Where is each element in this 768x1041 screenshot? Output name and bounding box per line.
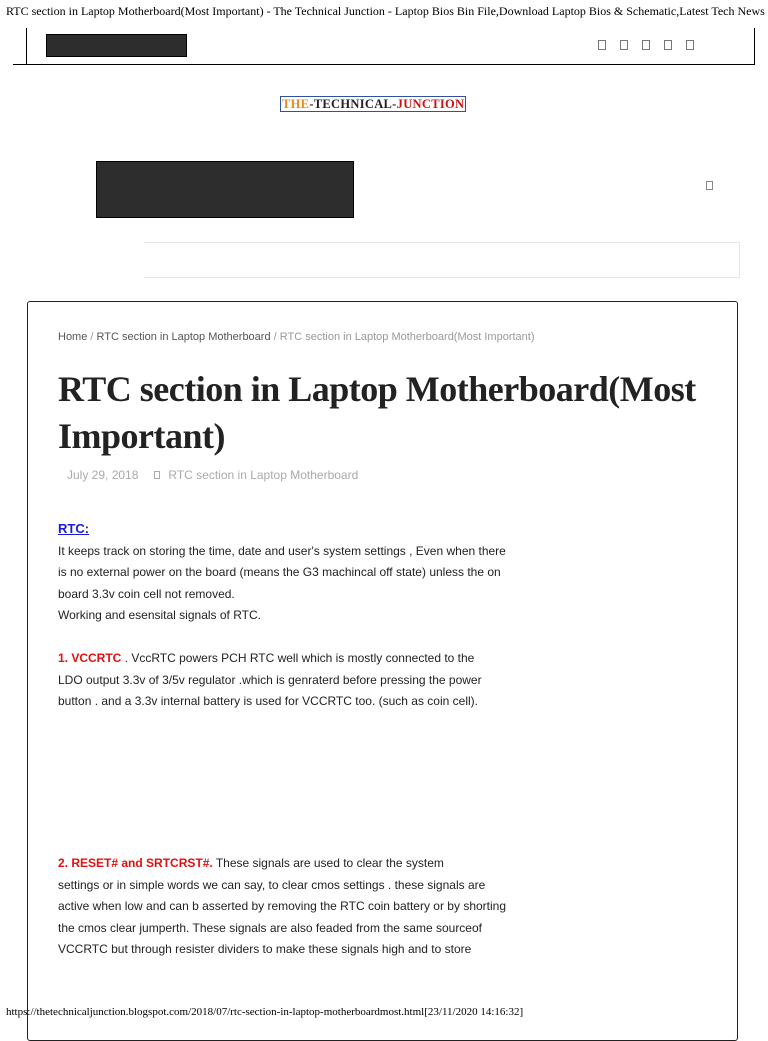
social-icon-4[interactable] <box>664 40 672 50</box>
paragraph-line: active when low and can b asserted by removing the RTC coin battery or by shorting <box>58 899 507 913</box>
paragraph-line: These signals are used to clear the system <box>212 856 444 870</box>
paragraph-line: button . and a 3.3v internal battery is used for VCCRTC too. (such as coin cell). <box>58 694 478 708</box>
paragraph-line: Working and esensital signals of RTC. <box>58 608 261 622</box>
logo-part-technical: -TECHNICAL- <box>309 97 397 111</box>
social-icon-2[interactable] <box>620 40 628 50</box>
social-icon-3[interactable] <box>642 40 650 50</box>
paragraph-line: It keeps track on storing the time, date and user's system settings , Even when there <box>58 543 506 558</box>
social-icon-1[interactable] <box>598 40 606 50</box>
reset-heading: 2. RESET# and SRTCRST#. <box>58 856 213 870</box>
post-category-link[interactable]: RTC section in Laptop Motherboard <box>168 468 359 482</box>
rtc-heading-link[interactable]: RTC: <box>58 521 90 536</box>
post-date: July 29, 2018 <box>67 468 139 482</box>
paragraph-line: VCCRTC but through resister dividers to make these signals high and to store <box>58 942 472 956</box>
divider <box>26 28 27 64</box>
vccrtc-section <box>58 648 538 713</box>
breadcrumb-current: RTC section in Laptop Motherboard(Most Important) <box>279 331 535 343</box>
post-meta <box>67 468 358 482</box>
header-banner <box>96 161 354 218</box>
document-title: RTC section in Laptop Motherboard(Most Important) - The Technical Junction - Laptop Bios Bin File,Download Laptop Bios & Schematic,Latest Tech News <box>6 4 765 18</box>
menu-button[interactable] <box>46 34 187 57</box>
post-title: RTC section in Laptop Motherboard(Most Important) <box>58 369 696 456</box>
search-bar[interactable] <box>144 242 740 278</box>
breadcrumb-category[interactable]: RTC section in Laptop Motherboard <box>96 331 271 343</box>
breadcrumb-separator: / <box>270 331 280 343</box>
paragraph-line: board 3.3v coin cell not removed. <box>58 586 235 601</box>
breadcrumb-home[interactable]: Home <box>58 331 88 343</box>
breadcrumb-separator: / <box>87 331 97 343</box>
site-logo[interactable] <box>280 96 466 112</box>
breadcrumb <box>58 331 535 343</box>
social-icon-5[interactable] <box>686 40 694 50</box>
page-url-footer: https://thetechnicaljunction.blogspot.com/2018/07/rtc-section-in-laptop-motherboardmost.html[23/11/2020 14:16:32] <box>6 1006 524 1018</box>
logo-part-junction: JUNCTION <box>396 97 465 111</box>
paragraph-line: . VccRTC powers PCH RTC well which is mostly connected to the <box>121 651 475 665</box>
search-icon[interactable] <box>706 181 713 190</box>
paragraph-line: the cmos clear jumperth. These signals are also feaded from the same sourceof <box>58 920 482 935</box>
reset-section <box>58 853 538 961</box>
paragraph-line: settings or in simple words we can say, to clear cmos settings . these signals are <box>58 877 486 892</box>
intro-section <box>58 518 538 627</box>
folder-icon <box>154 471 160 479</box>
paragraph-line: LDO output 3.3v of 3/5v regulator .which is genraterd before pressing the power <box>58 672 482 687</box>
social-icons <box>598 40 694 50</box>
logo-part-the: THE <box>282 97 310 111</box>
divider <box>754 28 755 64</box>
vccrtc-heading: 1. VCCRTC <box>58 651 122 665</box>
paragraph-line: is no external power on the board (means the G3 machincal off state) unless the on <box>58 565 501 579</box>
